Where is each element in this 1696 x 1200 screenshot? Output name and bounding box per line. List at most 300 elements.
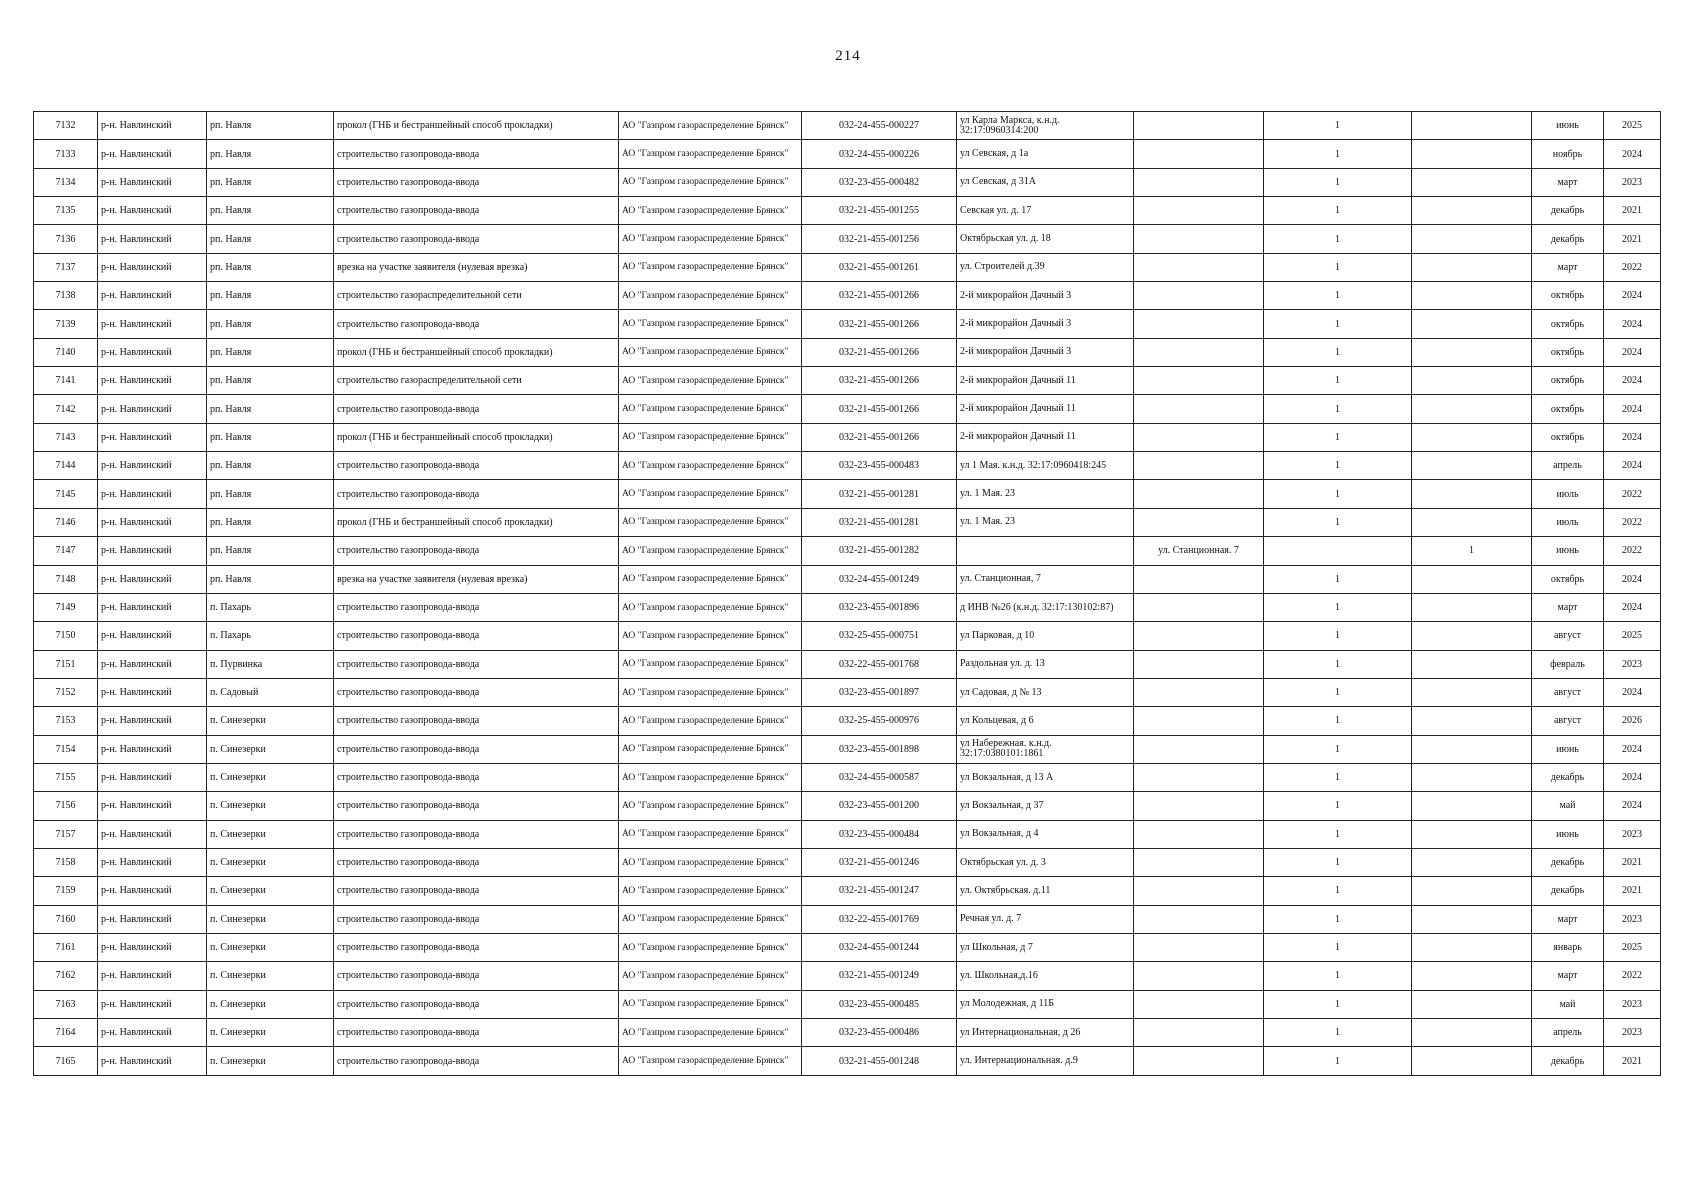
quantity-alt-cell (1412, 990, 1532, 1018)
organization-cell: АО "Газпром газораспределение Брянск" (619, 763, 802, 791)
application-code-cell: 032-21-455-001282 (802, 537, 957, 565)
district-cell: р-н. Навлинский (98, 112, 207, 140)
locality-cell: п. Синезерки (207, 905, 334, 933)
row-number-cell: 7163 (34, 990, 98, 1018)
row-number-cell: 7140 (34, 338, 98, 366)
application-code-cell: 032-23-455-000484 (802, 820, 957, 848)
quantity-cell: 1 (1264, 820, 1412, 848)
application-code-cell: 032-21-455-001247 (802, 877, 957, 905)
month-cell: октябрь (1532, 310, 1604, 338)
address-cell: ул 1 Мая. к.н.д. 32:17:0960418:245 (957, 452, 1134, 480)
quantity-cell (1264, 537, 1412, 565)
work-type-cell: строительство газопровода-ввода (334, 990, 619, 1018)
work-type-cell: строительство газопровода-ввода (334, 197, 619, 225)
application-code-cell: 032-23-455-000485 (802, 990, 957, 1018)
address-cell: 2-й микрорайон Дачный 3 (957, 310, 1134, 338)
quantity-cell: 1 (1264, 338, 1412, 366)
locality-cell: рп. Навля (207, 508, 334, 536)
quantity-alt-cell (1412, 225, 1532, 253)
quantity-cell: 1 (1264, 508, 1412, 536)
district-cell: р-н. Навлинский (98, 763, 207, 791)
work-type-cell: строительство газопровода-ввода (334, 933, 619, 961)
application-code-cell: 032-21-455-001266 (802, 310, 957, 338)
address-cell: ул Вокзальная, д 4 (957, 820, 1134, 848)
organization-cell: АО "Газпром газораспределение Брянск" (619, 877, 802, 905)
application-code-cell: 032-25-455-000976 (802, 707, 957, 735)
year-cell: 2023 (1604, 990, 1661, 1018)
organization-cell: АО "Газпром газораспределение Брянск" (619, 990, 802, 1018)
table-row (34, 990, 1661, 1018)
work-type-cell: строительство газопровода-ввода (334, 480, 619, 508)
table-row (34, 650, 1661, 678)
district-cell: р-н. Навлинский (98, 338, 207, 366)
quantity-alt-cell (1412, 905, 1532, 933)
application-code-cell: 032-21-455-001266 (802, 395, 957, 423)
district-cell: р-н. Навлинский (98, 480, 207, 508)
address-alt-cell (1134, 962, 1264, 990)
year-cell: 2022 (1604, 537, 1661, 565)
quantity-cell: 1 (1264, 650, 1412, 678)
month-cell: июль (1532, 480, 1604, 508)
address-cell: ул. Октябрьская. д.11 (957, 877, 1134, 905)
district-cell: р-н. Навлинский (98, 848, 207, 876)
year-cell: 2024 (1604, 593, 1661, 621)
work-type-cell: строительство газопровода-ввода (334, 792, 619, 820)
address-alt-cell (1134, 395, 1264, 423)
address-cell: 2-й микрорайон Дачный 11 (957, 423, 1134, 451)
organization-cell: АО "Газпром газораспределение Брянск" (619, 678, 802, 706)
quantity-cell: 1 (1264, 253, 1412, 281)
table-row (34, 1019, 1661, 1047)
district-cell: р-н. Навлинский (98, 820, 207, 848)
year-cell: 2024 (1604, 338, 1661, 366)
month-cell: апрель (1532, 1019, 1604, 1047)
locality-cell: п. Синезерки (207, 763, 334, 791)
district-cell: р-н. Навлинский (98, 622, 207, 650)
quantity-alt-cell (1412, 197, 1532, 225)
year-cell: 2024 (1604, 735, 1661, 763)
address-alt-cell (1134, 848, 1264, 876)
work-type-cell: врезка на участке заявителя (нулевая врезка) (334, 565, 619, 593)
work-type-cell: строительство газопровода-ввода (334, 735, 619, 763)
table-row (34, 367, 1661, 395)
address-cell: ул Кольцевая, д 6 (957, 707, 1134, 735)
organization-cell: АО "Газпром газораспределение Брянск" (619, 140, 802, 168)
table-row (34, 395, 1661, 423)
row-number-cell: 7149 (34, 593, 98, 621)
row-number-cell: 7155 (34, 763, 98, 791)
quantity-cell: 1 (1264, 933, 1412, 961)
table-row (34, 905, 1661, 933)
application-code-cell: 032-21-455-001266 (802, 367, 957, 395)
month-cell: октябрь (1532, 395, 1604, 423)
quantity-alt-cell (1412, 650, 1532, 678)
year-cell: 2023 (1604, 820, 1661, 848)
address-alt-cell (1134, 1047, 1264, 1075)
quantity-alt-cell (1412, 565, 1532, 593)
organization-cell: АО "Газпром газораспределение Брянск" (619, 707, 802, 735)
work-type-cell: строительство газопровода-ввода (334, 593, 619, 621)
district-cell: р-н. Навлинский (98, 735, 207, 763)
month-cell: май (1532, 792, 1604, 820)
organization-cell: АО "Газпром газораспределение Брянск" (619, 480, 802, 508)
table-row (34, 622, 1661, 650)
quantity-alt-cell (1412, 423, 1532, 451)
locality-cell: п. Синезерки (207, 1047, 334, 1075)
row-number-cell: 7141 (34, 367, 98, 395)
quantity-cell: 1 (1264, 1019, 1412, 1047)
quantity-cell: 1 (1264, 282, 1412, 310)
year-cell: 2022 (1604, 962, 1661, 990)
district-cell: р-н. Навлинский (98, 962, 207, 990)
table-row (34, 168, 1661, 196)
table-row (34, 820, 1661, 848)
address-cell: 2-й микрорайон Дачный 3 (957, 338, 1134, 366)
district-cell: р-н. Навлинский (98, 593, 207, 621)
work-type-cell: строительство газопровода-ввода (334, 622, 619, 650)
work-type-cell: прокол (ГНБ и бестраншейный способ прокладки) (334, 508, 619, 536)
quantity-alt-cell (1412, 253, 1532, 281)
month-cell: апрель (1532, 452, 1604, 480)
organization-cell: АО "Газпром газораспределение Брянск" (619, 508, 802, 536)
year-cell: 2024 (1604, 763, 1661, 791)
row-number-cell: 7151 (34, 650, 98, 678)
application-code-cell: 032-21-455-001266 (802, 338, 957, 366)
organization-cell: АО "Газпром газораспределение Брянск" (619, 225, 802, 253)
address-cell: ул. Строителей д.39 (957, 253, 1134, 281)
quantity-alt-cell (1412, 735, 1532, 763)
locality-cell: п. Пахарь (207, 593, 334, 621)
quantity-alt-cell (1412, 480, 1532, 508)
address-alt-cell (1134, 168, 1264, 196)
locality-cell: п. Синезерки (207, 735, 334, 763)
page-number: 214 (835, 48, 861, 64)
work-type-cell: прокол (ГНБ и бестраншейный способ прокладки) (334, 338, 619, 366)
organization-cell: АО "Газпром газораспределение Брянск" (619, 565, 802, 593)
address-cell: ул Садовая, д № 13 (957, 678, 1134, 706)
work-type-cell: прокол (ГНБ и бестраншейный способ прокладки) (334, 112, 619, 140)
quantity-cell: 1 (1264, 707, 1412, 735)
quantity-alt-cell (1412, 395, 1532, 423)
organization-cell: АО "Газпром газораспределение Брянск" (619, 112, 802, 140)
quantity-alt-cell (1412, 848, 1532, 876)
work-type-cell: строительство газопровода-ввода (334, 763, 619, 791)
locality-cell: п. Пурвинка (207, 650, 334, 678)
address-cell: Октябрьская ул. д. 18 (957, 225, 1134, 253)
year-cell: 2024 (1604, 140, 1661, 168)
month-cell: февраль (1532, 650, 1604, 678)
application-code-cell: 032-23-455-001898 (802, 735, 957, 763)
application-code-cell: 032-23-455-000482 (802, 168, 957, 196)
address-cell: ул Интернациональная, д 26 (957, 1019, 1134, 1047)
year-cell: 2023 (1604, 650, 1661, 678)
organization-cell: АО "Газпром газораспределение Брянск" (619, 1019, 802, 1047)
application-code-cell: 032-23-455-001896 (802, 593, 957, 621)
address-cell: ул Парковая, д 10 (957, 622, 1134, 650)
locality-cell: рп. Навля (207, 282, 334, 310)
quantity-cell: 1 (1264, 168, 1412, 196)
year-cell: 2022 (1604, 508, 1661, 536)
table-row (34, 452, 1661, 480)
district-cell: р-н. Навлинский (98, 1047, 207, 1075)
locality-cell: п. Синезерки (207, 877, 334, 905)
organization-cell: АО "Газпром газораспределение Брянск" (619, 282, 802, 310)
work-type-cell: строительство газопровода-ввода (334, 1019, 619, 1047)
application-code-cell: 032-21-455-001261 (802, 253, 957, 281)
address-alt-cell (1134, 707, 1264, 735)
district-cell: р-н. Навлинский (98, 650, 207, 678)
quantity-cell: 1 (1264, 197, 1412, 225)
locality-cell: рп. Навля (207, 367, 334, 395)
organization-cell: АО "Газпром газораспределение Брянск" (619, 168, 802, 196)
application-code-cell: 032-21-455-001255 (802, 197, 957, 225)
locality-cell: рп. Навля (207, 480, 334, 508)
address-cell: ул Севская, д 1а (957, 140, 1134, 168)
table-row (34, 1047, 1661, 1075)
organization-cell: АО "Газпром газораспределение Брянск" (619, 650, 802, 678)
locality-cell: рп. Навля (207, 112, 334, 140)
district-cell: р-н. Навлинский (98, 310, 207, 338)
quantity-alt-cell (1412, 763, 1532, 791)
month-cell: июнь (1532, 735, 1604, 763)
month-cell: декабрь (1532, 225, 1604, 253)
work-type-cell: прокол (ГНБ и бестраншейный способ прокладки) (334, 423, 619, 451)
district-cell: р-н. Навлинский (98, 508, 207, 536)
address-alt-cell (1134, 905, 1264, 933)
table-row (34, 112, 1661, 140)
organization-cell: АО "Газпром газораспределение Брянск" (619, 622, 802, 650)
quantity-alt-cell (1412, 678, 1532, 706)
application-code-cell: 032-22-455-001768 (802, 650, 957, 678)
address-cell: ул Севская, д 31А (957, 168, 1134, 196)
locality-cell: п. Синезерки (207, 820, 334, 848)
table-row (34, 735, 1661, 763)
address-alt-cell (1134, 565, 1264, 593)
quantity-cell: 1 (1264, 848, 1412, 876)
address-cell: ул. Интернациональная. д.9 (957, 1047, 1134, 1075)
quantity-alt-cell (1412, 933, 1532, 961)
district-cell: р-н. Навлинский (98, 565, 207, 593)
district-cell: р-н. Навлинский (98, 707, 207, 735)
address-alt-cell (1134, 282, 1264, 310)
locality-cell: рп. Навля (207, 565, 334, 593)
application-code-cell: 032-21-455-001281 (802, 508, 957, 536)
table-row (34, 423, 1661, 451)
application-code-cell: 032-21-455-001246 (802, 848, 957, 876)
locality-cell: рп. Навля (207, 225, 334, 253)
district-cell: р-н. Навлинский (98, 140, 207, 168)
table-row (34, 962, 1661, 990)
work-type-cell: строительство газопровода-ввода (334, 877, 619, 905)
month-cell: июнь (1532, 820, 1604, 848)
table-row (34, 338, 1661, 366)
locality-cell: рп. Навля (207, 423, 334, 451)
table-row (34, 537, 1661, 565)
address-alt-cell (1134, 452, 1264, 480)
organization-cell: АО "Газпром газораспределение Брянск" (619, 197, 802, 225)
year-cell: 2024 (1604, 367, 1661, 395)
row-number-cell: 7139 (34, 310, 98, 338)
address-alt-cell (1134, 763, 1264, 791)
table-row (34, 480, 1661, 508)
work-type-cell: строительство газопровода-ввода (334, 537, 619, 565)
quantity-cell: 1 (1264, 622, 1412, 650)
address-alt-cell (1134, 310, 1264, 338)
district-cell: р-н. Навлинский (98, 678, 207, 706)
year-cell: 2024 (1604, 310, 1661, 338)
quantity-alt-cell (1412, 112, 1532, 140)
address-cell: 2-й микрорайон Дачный 3 (957, 282, 1134, 310)
quantity-cell: 1 (1264, 962, 1412, 990)
locality-cell: рп. Навля (207, 168, 334, 196)
district-cell: р-н. Навлинский (98, 537, 207, 565)
application-code-cell: 032-21-455-001266 (802, 423, 957, 451)
district-cell: р-н. Навлинский (98, 395, 207, 423)
year-cell: 2023 (1604, 168, 1661, 196)
locality-cell: рп. Навля (207, 140, 334, 168)
quantity-alt-cell (1412, 338, 1532, 366)
organization-cell: АО "Газпром газораспределение Брянск" (619, 452, 802, 480)
district-cell: р-н. Навлинский (98, 225, 207, 253)
address-cell: ул Молодежная, д 11Б (957, 990, 1134, 1018)
quantity-cell: 1 (1264, 140, 1412, 168)
locality-cell: п. Синезерки (207, 962, 334, 990)
address-cell: Речная ул. д. 7 (957, 905, 1134, 933)
address-alt-cell (1134, 197, 1264, 225)
row-number-cell: 7165 (34, 1047, 98, 1075)
district-cell: р-н. Навлинский (98, 423, 207, 451)
work-type-cell: строительство газораспределительной сети (334, 282, 619, 310)
quantity-cell: 1 (1264, 452, 1412, 480)
application-code-cell: 032-21-455-001249 (802, 962, 957, 990)
district-cell: р-н. Навлинский (98, 168, 207, 196)
quantity-alt-cell: 1 (1412, 537, 1532, 565)
year-cell: 2024 (1604, 282, 1661, 310)
locality-cell: п. Синезерки (207, 1019, 334, 1047)
address-cell (957, 537, 1134, 565)
quantity-alt-cell (1412, 367, 1532, 395)
organization-cell: АО "Газпром газораспределение Брянск" (619, 537, 802, 565)
locality-cell: рп. Навля (207, 452, 334, 480)
organization-cell: АО "Газпром газораспределение Брянск" (619, 395, 802, 423)
address-cell: Октябрьская ул. д. 3 (957, 848, 1134, 876)
quantity-cell: 1 (1264, 905, 1412, 933)
quantity-alt-cell (1412, 707, 1532, 735)
work-type-cell: строительство газопровода-ввода (334, 650, 619, 678)
row-number-cell: 7135 (34, 197, 98, 225)
work-type-cell: строительство газопровода-ввода (334, 452, 619, 480)
address-cell: ул Вокзальная, д 13 А (957, 763, 1134, 791)
locality-cell: рп. Навля (207, 338, 334, 366)
row-number-cell: 7137 (34, 253, 98, 281)
year-cell: 2021 (1604, 1047, 1661, 1075)
address-alt-cell (1134, 423, 1264, 451)
quantity-alt-cell (1412, 452, 1532, 480)
application-code-cell: 032-24-455-000226 (802, 140, 957, 168)
work-type-cell: строительство газопровода-ввода (334, 707, 619, 735)
address-cell: ул. 1 Мая. 23 (957, 480, 1134, 508)
row-number-cell: 7146 (34, 508, 98, 536)
quantity-cell: 1 (1264, 1047, 1412, 1075)
quantity-cell: 1 (1264, 792, 1412, 820)
table-row (34, 282, 1661, 310)
locality-cell: рп. Навля (207, 253, 334, 281)
quantity-alt-cell (1412, 877, 1532, 905)
application-code-cell: 032-23-455-000483 (802, 452, 957, 480)
quantity-alt-cell (1412, 593, 1532, 621)
work-type-cell: строительство газопровода-ввода (334, 310, 619, 338)
table-body (34, 112, 1661, 1076)
month-cell: август (1532, 622, 1604, 650)
table-row (34, 707, 1661, 735)
work-type-cell: строительство газопровода-ввода (334, 905, 619, 933)
row-number-cell: 7132 (34, 112, 98, 140)
year-cell: 2021 (1604, 197, 1661, 225)
quantity-cell: 1 (1264, 763, 1412, 791)
locality-cell: п. Синезерки (207, 707, 334, 735)
address-cell: ул Вокзальная, д 37 (957, 792, 1134, 820)
month-cell: декабрь (1532, 1047, 1604, 1075)
month-cell: декабрь (1532, 763, 1604, 791)
table-row (34, 877, 1661, 905)
month-cell: ноябрь (1532, 140, 1604, 168)
quantity-cell: 1 (1264, 395, 1412, 423)
month-cell: март (1532, 962, 1604, 990)
row-number-cell: 7153 (34, 707, 98, 735)
application-code-cell: 032-21-455-001256 (802, 225, 957, 253)
application-code-cell: 032-23-455-000486 (802, 1019, 957, 1047)
quantity-alt-cell (1412, 622, 1532, 650)
address-alt-cell: ул. Станционная. 7 (1134, 537, 1264, 565)
quantity-cell: 1 (1264, 565, 1412, 593)
district-cell: р-н. Навлинский (98, 1019, 207, 1047)
month-cell: октябрь (1532, 367, 1604, 395)
table-row (34, 848, 1661, 876)
application-code-cell: 032-24-455-000227 (802, 112, 957, 140)
row-number-cell: 7160 (34, 905, 98, 933)
table-row (34, 140, 1661, 168)
address-alt-cell (1134, 593, 1264, 621)
table-row (34, 792, 1661, 820)
month-cell: март (1532, 905, 1604, 933)
application-code-cell: 032-24-455-001244 (802, 933, 957, 961)
year-cell: 2021 (1604, 877, 1661, 905)
month-cell: декабрь (1532, 197, 1604, 225)
locality-cell: рп. Навля (207, 537, 334, 565)
locality-cell: п. Синезерки (207, 792, 334, 820)
locality-cell: рп. Навля (207, 395, 334, 423)
address-alt-cell (1134, 112, 1264, 140)
row-number-cell: 7142 (34, 395, 98, 423)
quantity-cell: 1 (1264, 735, 1412, 763)
organization-cell: АО "Газпром газораспределение Брянск" (619, 253, 802, 281)
year-cell: 2022 (1604, 480, 1661, 508)
work-type-cell: строительство газопровода-ввода (334, 962, 619, 990)
address-cell: Севская ул. д. 17 (957, 197, 1134, 225)
locality-cell: рп. Навля (207, 310, 334, 338)
table-row (34, 678, 1661, 706)
year-cell: 2023 (1604, 905, 1661, 933)
month-cell: июнь (1532, 112, 1604, 140)
address-cell: д ИНВ №26 (к.н.д. 32:17:130102:87) (957, 593, 1134, 621)
quantity-alt-cell (1412, 282, 1532, 310)
quantity-cell: 1 (1264, 480, 1412, 508)
month-cell: март (1532, 168, 1604, 196)
district-cell: р-н. Навлинский (98, 253, 207, 281)
quantity-cell: 1 (1264, 112, 1412, 140)
work-type-cell: строительство газопровода-ввода (334, 168, 619, 196)
district-cell: р-н. Навлинский (98, 877, 207, 905)
